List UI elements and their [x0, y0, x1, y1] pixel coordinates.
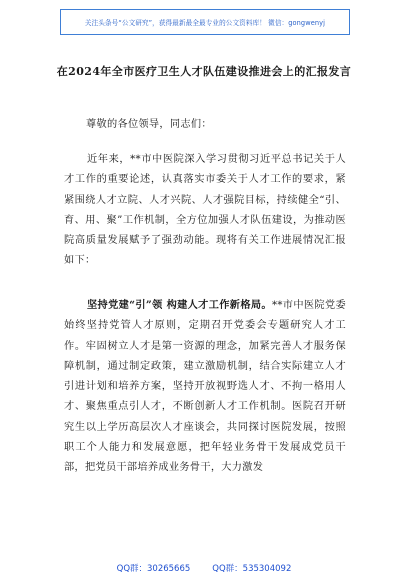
qq-group-link-2[interactable]: QQ群：535304092 — [212, 564, 292, 574]
paragraph-body: **市中医院党委始终坚持党管人才原则，定期召开党委会专题研究人才工作。牢固树立人才是第一资源的理念，加紧完善人才服务保障机制，通过制定政策，建立激励机制，结合实际建立人才引进计划和培养方案，坚持开放视野选人才、不拘一格用人才、聚焦重点引人才，不断创新人才工作机制。医院召开研究生以上学历高层次人才座谈会，共同探讨医院发展，按照职工个人能力和发展意愿，把年轻业务骨干发展成党员干部，把党员干部培养成业务骨干，大力激发 — [64, 300, 346, 474]
page-footer — [0, 562, 408, 574]
greeting-line: 尊敬的各位领导，同志们： — [86, 119, 212, 130]
qq-group-link-1[interactable]: QQ群：30265665 — [116, 564, 191, 574]
paragraph-intro: 近年来，**市中医院深入学习贯彻习近平总书记关于人才工作的重要论述，认真落实市委关于人才工作的要求，紧紧围绕人才立院、人才兴院、人才强院目标，持续健全“引、育、用、聚”工作机制，全方位加强人才队伍建设，为推动医院高质量发展赋予了强劲动能。现将有关工作进展情况汇报如下： — [64, 154, 346, 267]
promo-banner[interactable] — [60, 9, 350, 35]
promo-banner-text: 关注头条号“公文研究”，获得最新最全最专业的公文资料库！ 微信：gongwenyj — [84, 19, 326, 27]
document-title: 在2024年全市医疗卫生人才队伍建设推进会上的汇报发言 — [56, 65, 352, 78]
paragraph-party-building — [64, 295, 346, 479]
paragraph-heading: 坚持党建“引”领 构建人才工作新格局。 — [87, 299, 272, 311]
